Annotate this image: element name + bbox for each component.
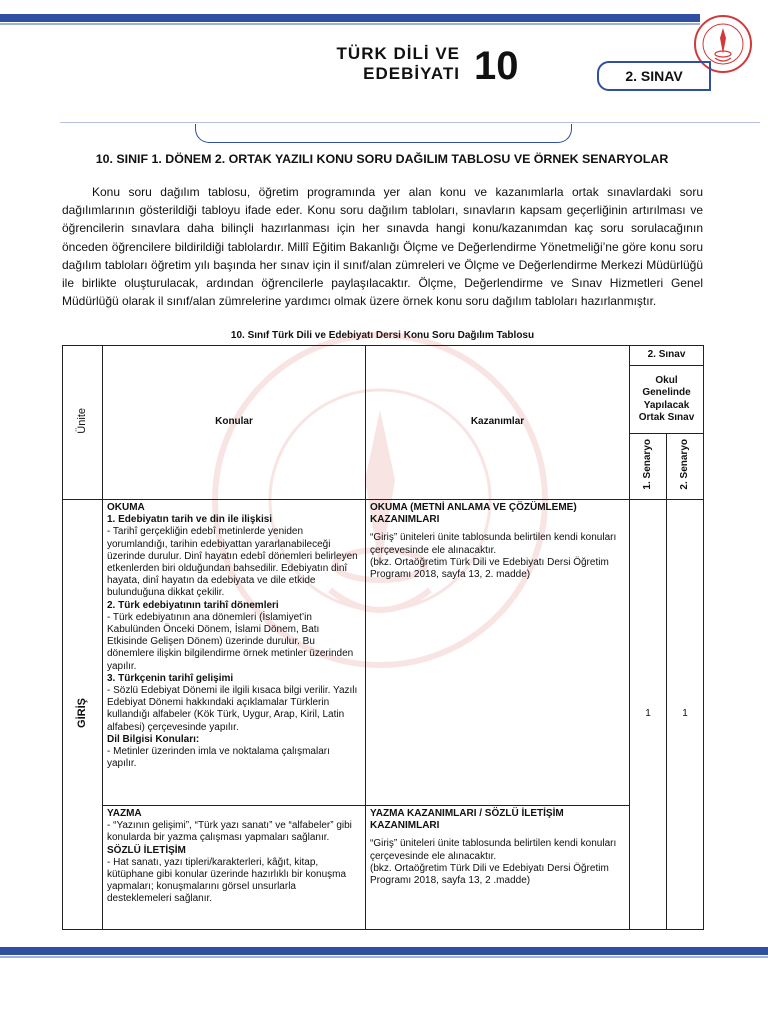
row1-outcome-title: OKUMA (METNİ ANLAMA VE ÇÖZÜMLEME) KAZANIMLARI — [370, 502, 577, 526]
exam-subheader: Okul Genelinde Yapılacak Ortak Sınav — [630, 366, 704, 434]
row2-topics — [103, 806, 366, 930]
grade-number: 10 — [474, 44, 519, 88]
row1-outcome-ref: (bkz. Ortaöğretim Türk Dili ve Edebiyatı Dersi Öğretim Programı 2018, sayfa 13, 2. madde) — [370, 556, 609, 581]
scenario2-label: 2. Senaryo — [678, 439, 690, 490]
topics-column-header: Konular — [103, 346, 366, 500]
intro-paragraph: Konu soru dağılım tablosu, öğretim programında yer alan konu ve kazanımlarla ortak sınavlardaki soru dağılımlarının gösterildiği tabloyu ifade eder. Konu soru dağılım tabloları, sınavların kapsam geçerliğinin artırılması ve öğrencilerin sınavlara daha bilinçli hazırlanması için her sınavda hangi konu/kazanımdan kaç soru sorulacağının önceden öğrencilere bildirildiği tablolardır. Millî Eğitim Bakanlığı Ölçme ve Değerlendirme Yönetmeliği’ne göre konu soru dağılım tabloları öğretim yılı başında her sınav için il sınıf/alan zümreleri ve Ölçme ve Değerlendirme Merkezi Müdürlüğü ile birlikte oluşturulacak, ardından öğrencilerle paylaşılacaktır. Ölçme, Değerlendirme ve Sınav Hizmetleri Genel Müdürlüğü olarak il sınıf/alan zümrelerine yardımcı olmak üzere örnek konu soru dağılım tabloları hazırlanmıştır. — [62, 185, 703, 309]
bottom-decorative-bar — [0, 947, 768, 955]
row2-outcomes — [366, 806, 630, 930]
unit-name: GİRİŞ — [76, 697, 89, 728]
row1-outcome-text: “Giriş” üniteleri ünite tablosunda belirtilen kendi konuları çerçevesinde ele alınacaktır. — [370, 532, 617, 556]
row1-outcomes — [366, 500, 630, 806]
row1-topic-3: 2. Türk edebiyatının tarihî dönemleri — [107, 599, 279, 611]
row2-topic-1: - “Yazının gelişimi”, “Türk yazı sanatı” ve “alfabeler” gibi konularda bir yazma çalışması yapmaları sağlanır. — [107, 820, 352, 844]
row2-outcome-text: “Giriş” üniteleri ünite tablosunda belirtilen kendi konuları çerçevesinde ele alınacaktır. — [370, 838, 617, 862]
row1-topic-1: 1. Edebiyatın tarih ve din ile ilişkisi — [107, 514, 273, 526]
scenario1-label: 1. Senaryo — [641, 439, 653, 490]
subject-title-line2: EDEBİYATI — [363, 64, 460, 83]
exam-badge: 2. SINAV — [597, 61, 711, 91]
subject-title-line1: TÜRK DİLİ VE — [336, 44, 460, 63]
row1-topic-6: - Sözlü Edebiyat Dönemi ile ilgili kısaca bilgi verilir. Yazılı Edebiyat Dönemi hakkındaki açıklamalar Türklerin kullandığı alfabeler (Kök Türk, Uygur, Arap, Kiril, Latin alfabesi) çerçevesinde yapılır. — [107, 685, 358, 733]
scenario1-count: 1 — [630, 500, 667, 930]
scenario2-count: 1 — [667, 500, 704, 930]
row1-topic-8: - Metinler üzerinden imla ve noktalama çalışmaları yapılır. — [107, 746, 330, 770]
table-caption: 10. Sınıf Türk Dili ve Edebiyatı Dersi Konu Soru Dağılım Tablosu — [230, 330, 535, 341]
unit-column-header — [63, 346, 103, 500]
unit-header-label: Ünite — [76, 408, 89, 434]
row1-topics — [103, 500, 366, 806]
row1-topic-7: Dil Bilgisi Konuları: — [107, 733, 200, 745]
row2-outcome-ref: (bkz. Ortaöğretim Türk Dili ve Edebiyatı Dersi Öğretim Programı 2018, sayfa 13, 2 .madde) — [370, 862, 609, 887]
topic-distribution-table — [62, 345, 704, 930]
row1-topic-2: - Tarihî gerçekliğin edebî metinlerde yeniden yorumlandığı, tarihin edebiyattan yararlanabileceği üzerinde durulur. Dinî hayatın edebî dönemleri belirleyen etkenlerden biri olduğundan bahsedilir. Edebiyatın dinî hayata, dinî hayatın da edebiyata ve dile etkide bulunduğuna dikkat çekilir. — [107, 526, 358, 599]
row2-outcome-title: YAZMA KAZANIMLARI / SÖZLÜ İLETİŞİM KAZANIMLARI — [370, 808, 564, 832]
outcomes-column-header: Kazanımlar — [366, 346, 630, 500]
document-heading: 10. SINIF 1. DÖNEM 2. ORTAK YAZILI KONU SORU DAĞILIM TABLOSU VE ÖRNEK SENARYOLAR — [95, 152, 669, 166]
row2-topic-2: SÖZLÜ İLETİŞİM — [107, 844, 186, 856]
subject-title — [300, 44, 460, 84]
header-ribbon — [195, 124, 572, 143]
row1-topic-0: OKUMA — [107, 502, 145, 513]
row1-topic-4: - Türk edebiyatının ana dönemleri (İslamiyet’in Kabulünden Önceki Dönem, İslami Dönem, Batı Etkisinde Gelişen Dönem) üzerinde durulur. Bu dönemlere ilişkin bilgilendirme örnek metinler üzerinden yapılır. — [107, 611, 354, 672]
row2-topic-3: - Hat sanatı, yazı tipleri/karakterleri, kâğıt, kitap, kütüphane gibi konular üzerinde hazırlıklı bir konuşma yapmaları; konuşmalarını görsel unsurlarla desteklemeleri sağlanır. — [107, 856, 347, 905]
unit-cell — [63, 500, 103, 930]
header-divider — [60, 122, 760, 123]
scenario1-header — [630, 434, 667, 500]
scenario2-header — [667, 434, 704, 500]
top-decorative-bar — [0, 14, 700, 22]
row2-topic-0: YAZMA — [107, 808, 142, 819]
row1-topic-5: 3. Türkçenin tarihî gelişimi — [107, 672, 234, 684]
exam-column-header: 2. Sınav — [630, 346, 704, 366]
